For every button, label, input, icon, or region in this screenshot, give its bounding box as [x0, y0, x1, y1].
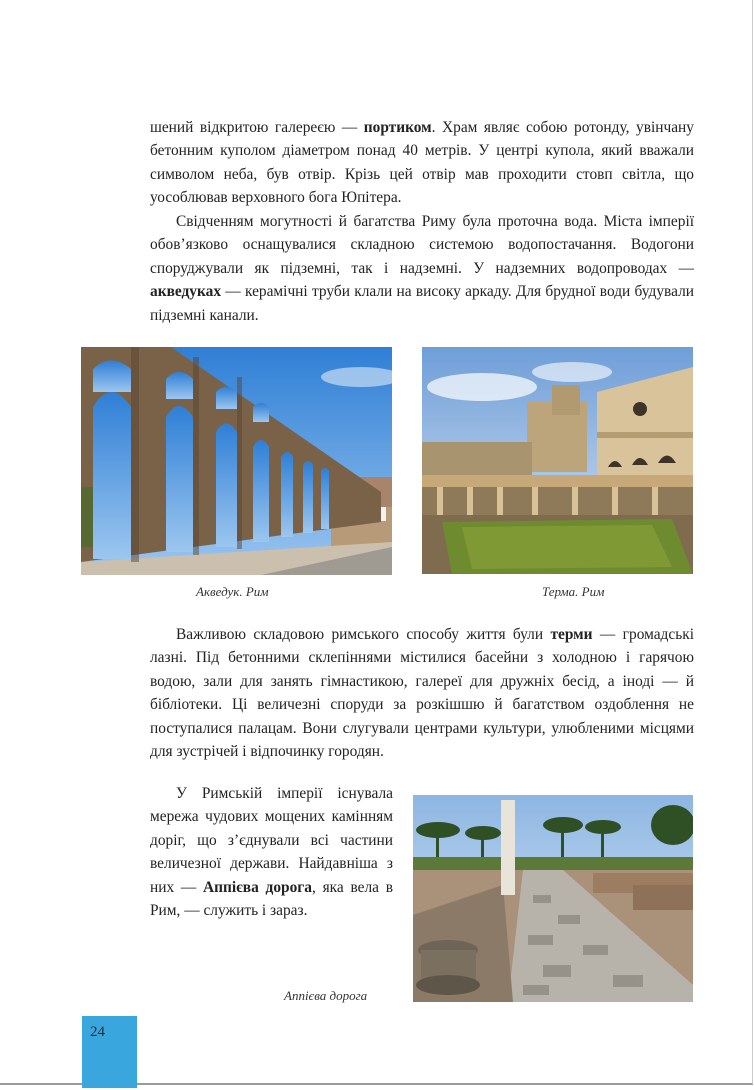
aqueduct-photo [81, 347, 392, 575]
term-aqueducts: акведуках [150, 283, 222, 301]
paragraph-roads [150, 782, 393, 922]
text: шений відкритою галереєю — [150, 119, 364, 136]
page-number: 24 [90, 1024, 105, 1040]
appian-way-photo [413, 795, 693, 1002]
text: Важливою складовою римського способу життя були [176, 626, 551, 643]
caption-thermae: Терма. Рим [542, 584, 605, 599]
text: , яка вела в Рим, — служить і зараз. [150, 878, 393, 920]
text: У Римській імперії існувала мережа чудових мощених камінням доріг, що з’єднували всі частини величезної держави. Найдавніша з них — [150, 785, 393, 896]
text: Свідченням могутності й багатства Риму була проточна вода. Міста імперії обов’язково оснащувалися складною системою водопостачання. Водогони споруджували як підземні, так і надземні. У надземних водопроводах — [150, 213, 694, 277]
text: — громадські лазні. Під бетонними склепіннями містилися басейни з холодною і гарячою водою, зали для занять гімнастикою, галереї для дружніх бесід, а іноді — й бібліотеки. Ці величезні споруди за розкішшю й багатством оздоблення не поступалися палацам. Вони слугували центрами культури, улюбленими місцями для зустрічей і відпочинку городян. [150, 626, 694, 761]
paragraph-thermae [150, 623, 694, 763]
paragraph-aqueducts [150, 210, 694, 327]
text: . Храм являє собою ротонду, увінчану бетонним куполом діаметром понад 40 метрів. У центрі купола, який вважали символом неба, був отвір. Крізь цей отвір мав проходити стовп світла, що уособлював верховного бога Юпітера. [150, 119, 694, 207]
term-appian-way: Аппієва дорога [203, 878, 312, 896]
text: — керамічні труби клали на високу аркаду. Для брудної води будували підземні канали. [150, 283, 694, 324]
caption-aqueduct: Акведук. Рим [196, 584, 269, 599]
thermae-photo [422, 347, 693, 574]
paragraph-pantheon [150, 116, 694, 210]
caption-appian-way: Аппієва дорога [284, 988, 368, 1003]
term-portico: портиком [363, 119, 432, 136]
term-thermae: терми [550, 626, 593, 643]
